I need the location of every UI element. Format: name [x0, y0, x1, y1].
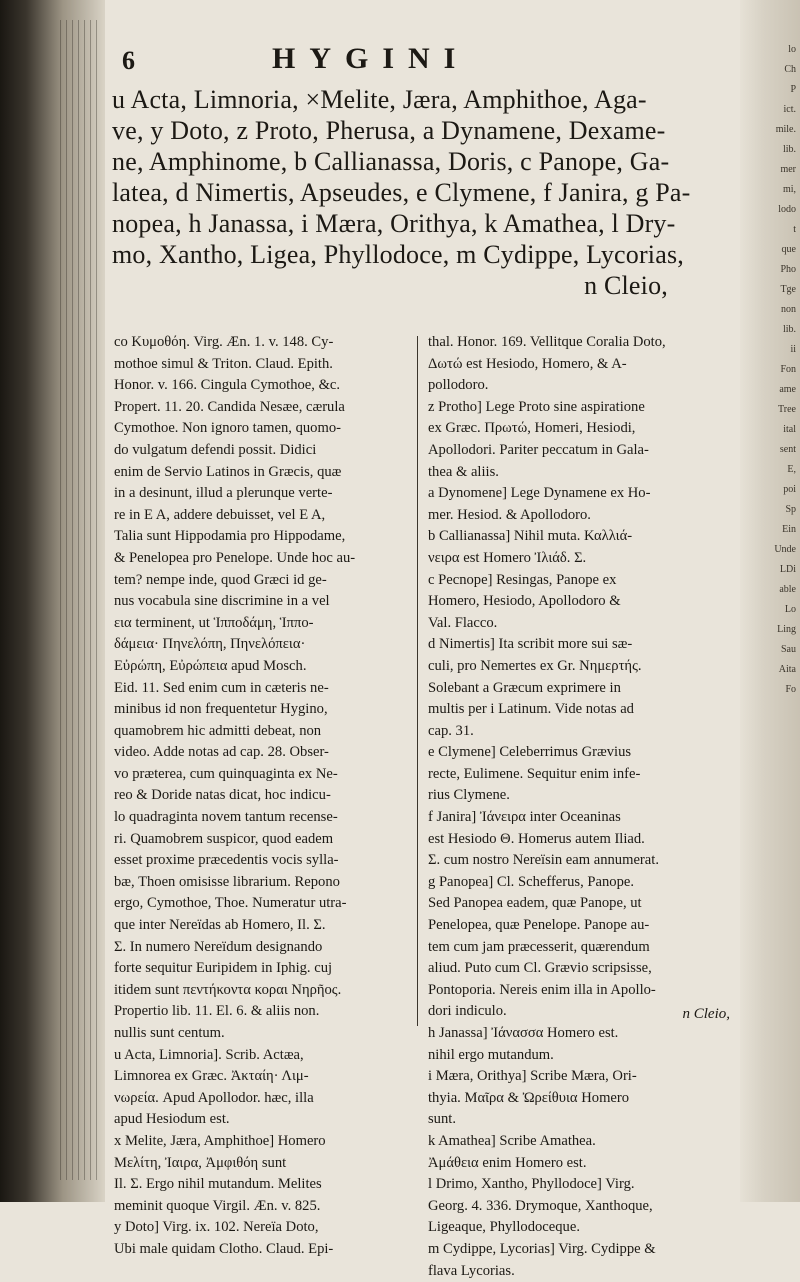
main-text-line: ne, Amphinome, b Callianassa, Doris, c Panope, Ga- — [112, 147, 670, 176]
footnote-line: aliud. Puto cum Cl. Grævio scripsisse, — [428, 960, 652, 977]
margin-fragment: LDi — [779, 564, 796, 575]
footnote-line: Honor. v. 166. Cingula Cymothoe, &c. — [114, 377, 341, 394]
footnote-line: Limnorea ex Græc. Ἀκταίη· Λιμ- — [114, 1068, 309, 1085]
margin-fragment: Fo — [785, 684, 796, 695]
main-text-line: latea, d Nimertis, Apseudes, e Clymene, f Janira, g Pa- — [112, 178, 691, 207]
book-page — [112, 40, 752, 1279]
margin-fragment: E, — [787, 464, 796, 475]
margin-fragment: Sp — [785, 504, 796, 515]
footnote-line: Ligeaque, Phyllodoceque. — [428, 1219, 580, 1236]
footnote-line: recte, Eulimene. Sequitur enim infe- — [428, 765, 641, 782]
margin-fragment: ame — [779, 384, 796, 395]
column-divider — [417, 336, 418, 1026]
footnote-line: Propert. 11. 20. Candida Nesæe, cærula — [114, 398, 345, 415]
footnote-line: d Nimertis] Ita scribit more sui sæ- — [428, 636, 633, 653]
margin-fragment: Ein — [782, 524, 796, 535]
footnote-line: Σ. In numero Nereïdum designando — [114, 938, 323, 955]
margin-fragment: mer — [780, 164, 796, 175]
footnote-line: mer. Hesiod. & Apollodoro. — [428, 506, 591, 523]
page-header — [112, 40, 752, 78]
footnote-line: Penelopea, quæ Penelope. Panope au- — [428, 917, 650, 934]
footnote-line: nus vocabula sine discrimine in a vel — [114, 593, 330, 610]
footnote-line: est Hesiodo Θ. Homerus autem Iliad. — [428, 830, 645, 847]
margin-fragment: ital — [783, 424, 796, 435]
footnote-line: bæ, Thoen omisisse librarium. Repono — [114, 873, 340, 890]
margin-fragment: non — [781, 304, 796, 315]
book-spine-shadow — [0, 0, 105, 1202]
footnote-line: nihil ergo mutandum. — [428, 1046, 554, 1063]
footnote-line: tem? nempe inde, quod Græci id ge- — [114, 571, 327, 588]
footnote-line: Eid. 11. Sed enim cum in cæteris ne- — [114, 679, 329, 696]
main-text-catchline: n Cleio, — [584, 271, 668, 300]
footnote-line: νειρα est Homero Ἰλιάδ. Σ. — [428, 549, 587, 566]
footnote-line: e Clymene] Celeberrimus Grævius — [428, 744, 632, 761]
footnote-line: thyia. Μαῖρα & Ὠρείθυια Homero — [428, 1089, 630, 1106]
footnote-line: b Callianassa] Nihil muta. Καλλιά- — [428, 528, 633, 545]
margin-fragment: lib. — [782, 324, 796, 335]
margin-fragment: t — [793, 224, 796, 235]
margin-fragment: lo — [788, 44, 796, 55]
footnote-line: Pontoporia. Nereis enim illa in Apollo- — [428, 981, 656, 998]
footnote-line: sunt. — [428, 1111, 456, 1128]
footnote-line: Σ. cum nostro Nereïsin eam annumerat. — [428, 852, 659, 869]
footnote-line: rius Clymene. — [428, 787, 510, 804]
footnote-line: quamobrem hic admitti debeat, non — [114, 722, 322, 739]
footnote-line: m Cydippe, Lycorias] Virg. Cydippe & — [428, 1240, 656, 1257]
footnote-line: nullis sunt centum. — [114, 1025, 225, 1041]
footnote-line: y Doto] Virg. ix. 102. Nereïa Doto, — [114, 1219, 319, 1236]
margin-fragment: Unde — [774, 544, 796, 555]
margin-fragment: mi, — [782, 184, 796, 195]
margin-fragment: P — [790, 84, 796, 95]
footnote-line: thea & aliis. — [428, 463, 499, 480]
footnote-line: dori indiculo. — [428, 1003, 507, 1020]
footnote-line: Sed Panopea eadem, quæ Panope, ut — [428, 895, 642, 912]
margin-fragment: Ling — [777, 624, 796, 635]
footnote-line: thal. Honor. 169. Vellitque Coralia Doto, — [428, 334, 666, 350]
footnote-line: Solebant a Græcum exprimere in — [428, 679, 621, 696]
footnote-line: enim de Servio Latinos in Græcis, quæ — [114, 463, 342, 480]
footnote-line: cap. 31. — [428, 722, 474, 739]
footnote-line: c Pecnope] Resingas, Panope ex — [428, 571, 617, 588]
footnote-line: h Janassa] Ἰάνασσα Homero est. — [428, 1025, 619, 1041]
margin-fragment: que — [781, 244, 796, 255]
footnote-line: Georg. 4. 336. Drymoque, Xanthoque, — [428, 1197, 653, 1214]
footnote-line: u Acta, Limnoria]. Scrib. Actæa, — [114, 1046, 304, 1063]
footnote-line: culi, pro Nemertes ex Gr. Νημερτής. — [428, 657, 642, 674]
footnote-line: f Janira] Ἰάνειρα inter Oceaninas — [428, 809, 621, 826]
footnote-line: ergo, Cymothoe, Thoe. Numeratur utra- — [114, 895, 347, 912]
main-text-line: ve, y Doto, z Proto, Pherusa, a Dynamene, Dexame- — [112, 116, 666, 145]
margin-fragment: able — [779, 584, 796, 595]
footnote-line: a Dynomene] Lege Dynamene ex Ho- — [428, 485, 651, 502]
margin-fragment: Sau — [781, 644, 796, 655]
footnote-line: reo & Doride natas dicat, hoc indicu- — [114, 787, 331, 804]
footnote-line: x Melite, Jæra, Amphithoe] Homero — [114, 1132, 326, 1149]
footnote-line: Val. Flacco. — [428, 614, 498, 631]
running-title: HYGINI — [272, 42, 470, 75]
footnote-line: Talia sunt Hippodamia pro Hippodame, — [114, 528, 346, 545]
margin-fragment: mile. — [775, 124, 796, 135]
adjacent-page-fragments — [756, 40, 796, 1160]
margin-fragment: Aita — [778, 664, 796, 675]
margin-fragment: Lo — [784, 604, 796, 615]
footnote-line: minibus id non frequentetur Hygino, — [114, 701, 328, 718]
main-text-line: nopea, h Janassa, i Mæra, Orithya, k Amathea, l Dry- — [112, 209, 676, 238]
margin-fragment: Tree — [778, 404, 796, 415]
footnote-line: z Protho] Lege Proto sine aspiratione — [428, 398, 645, 415]
footnote-line: νωρεία. Apud Apollodor. hæc, illa — [114, 1089, 314, 1106]
margin-fragment: lodo — [778, 204, 796, 215]
footnote-line: ri. Quamobrem suspicor, quod eadem — [114, 830, 334, 847]
footnote-line: δάμεια· Πηνελόπη, Πηνελόπεια· — [114, 636, 306, 653]
footnote-line: Apollodori. Pariter peccatum in Gala- — [428, 441, 649, 458]
footnote-line: video. Adde notas ad cap. 28. Obser- — [114, 744, 329, 761]
footnote-line: pollodoro. — [428, 377, 489, 394]
main-text-block — [112, 84, 752, 301]
footnote-line: Il. Σ. Ergo nihil mutandum. Melites — [114, 1176, 322, 1193]
footnote-line: ex Græc. Πρωτώ, Homeri, Hesiodi, — [428, 420, 636, 437]
footnote-line: Εὐρώπη, Εὐρώπεια apud Mosch. — [114, 657, 307, 674]
footnote-line: itidem sunt πεντήκοντα κοραι Νηρῆος. — [114, 981, 342, 998]
facing-page-edge — [60, 20, 100, 1180]
margin-fragment: poi — [783, 484, 796, 495]
footnote-line: mothoe simul & Triton. Claud. Epith. — [114, 355, 333, 372]
page-number: 6 — [122, 46, 135, 75]
footnote-line: do vulgatum defendi possit. Didici — [114, 441, 317, 458]
footnotes-right-column — [428, 332, 748, 1282]
footnote-line: Ubi male quidam Clotho. Claud. Epi- — [114, 1240, 334, 1257]
footnote-line: flava Lycorias. — [428, 1262, 515, 1279]
footnote-line: forte sequitur Euripidem in Iphig. cuj — [114, 960, 333, 977]
margin-fragment: ii — [790, 344, 796, 355]
margin-fragment: Ch — [784, 64, 796, 75]
footnote-line: i Mæra, Orithya] Scribe Mæra, Ori- — [428, 1068, 637, 1085]
footnote-line: tem cum jam præcesserit, quærendum — [428, 938, 650, 955]
footnote-line: Propertio lib. 11. El. 6. & aliis non. — [114, 1003, 320, 1020]
footnotes-left-column — [114, 332, 412, 1261]
main-text-line: u Acta, Limnoria, ×Melite, Jæra, Amphithoe, Aga- — [112, 85, 647, 114]
footnote-line: in a desinunt, illud a plerunque verte- — [114, 485, 333, 502]
margin-fragment: Pho — [780, 264, 796, 275]
footnotes — [112, 332, 752, 1279]
footnote-line: Cymothoe. Non ignoro tamen, quomo- — [114, 420, 341, 437]
footnote-line: Μελίτη, Ἰαιρα, Ἀμφιθόη sunt — [114, 1154, 287, 1171]
catchword: n Cleio, — [682, 1006, 730, 1022]
footnote-line: que inter Nereïdas ab Homero, Il. Σ. — [114, 917, 326, 934]
margin-fragment: lib. — [782, 144, 796, 155]
margin-fragment: Fon — [780, 364, 796, 375]
footnote-line: lo quadraginta novem tantum recense- — [114, 809, 338, 826]
footnote-line: Ἀμάθεια enim Homero est. — [428, 1154, 587, 1171]
footnote-line: k Amathea] Scribe Amathea. — [428, 1132, 596, 1149]
footnote-line: εια terminent, ut Ἱπποδάμη, Ἱππο- — [114, 614, 314, 631]
footnote-line: esset proxime præcedentis vocis sylla- — [114, 852, 339, 869]
margin-fragment: sent — [779, 444, 796, 455]
footnote-line: co Κυμοθόη. Virg. Æn. 1. v. 148. Cy- — [114, 334, 334, 350]
footnote-line: Homero, Hesiodo, Apollodoro & — [428, 593, 621, 610]
footnote-line: g Panopea] Cl. Schefferus, Panope. — [428, 873, 635, 890]
margin-fragment: ict. — [783, 104, 796, 115]
margin-fragment: Tge — [780, 284, 796, 295]
footnote-line: & Penelopea pro Penelope. Unde hoc au- — [114, 549, 356, 566]
footnote-line: vo præterea, cum quinquaginta ex Ne- — [114, 765, 338, 782]
footnote-line: multis per i Latinum. Vide notas ad — [428, 701, 634, 718]
footnote-line: l Drimo, Xantho, Phyllodoce] Virg. — [428, 1176, 635, 1193]
footnote-line: meminit quoque Virgil. Æn. v. 825. — [114, 1197, 321, 1214]
main-text-line: mo, Xantho, Ligea, Phyllodoce, m Cydippe, Lycorias, — [112, 240, 684, 269]
footnote-line: apud Hesiodum est. — [114, 1111, 230, 1128]
footnote-line: Δωτώ est Hesiodo, Homero, & A- — [428, 355, 627, 372]
footnote-line: re in E A, addere debuisset, vel E A, — [114, 506, 326, 523]
